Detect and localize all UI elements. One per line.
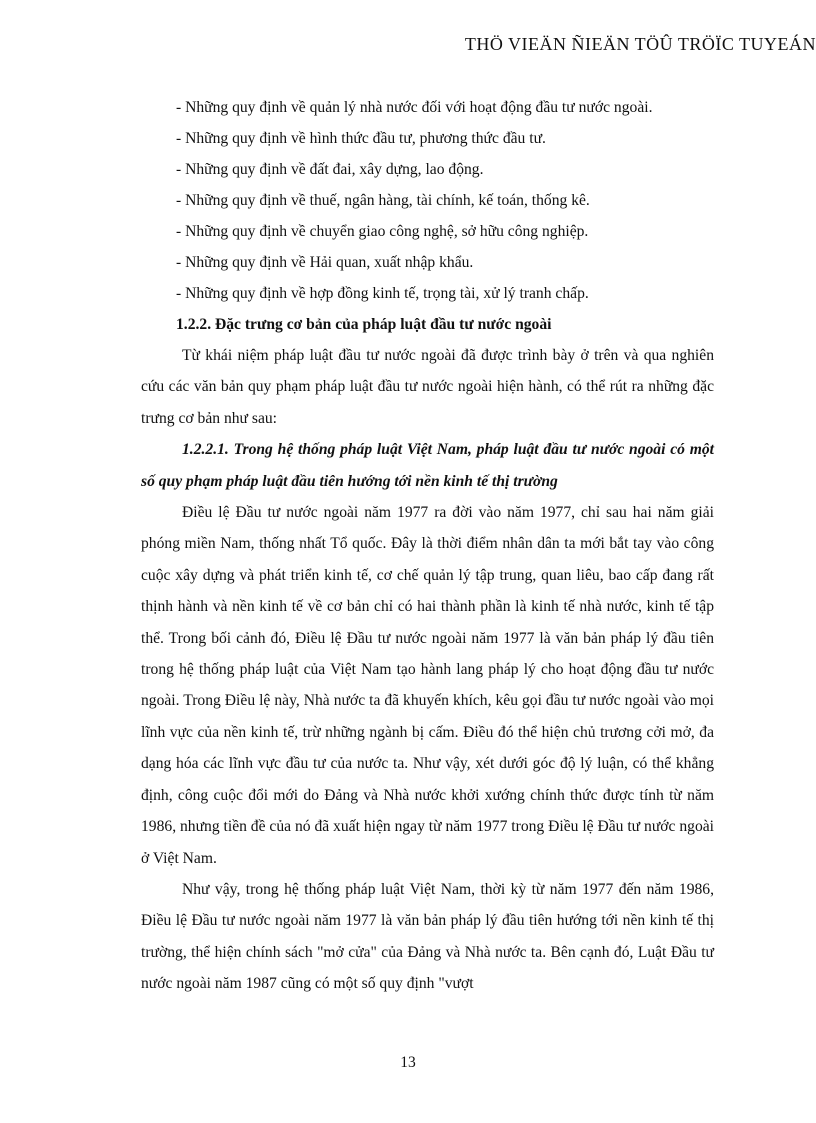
page-number: 13 [400,1054,416,1071]
list-item: - Những quy định về hợp đồng kinh tế, trọng tài, xử lý tranh chấp. [176,285,589,302]
list-item: - Những quy định về đất đai, xây dựng, lao động. [176,161,484,178]
section-heading: 1.2.2. Đặc trưng cơ bản của pháp luật đầu tư nước ngoài [176,316,552,333]
list-item: - Những quy định về Hải quan, xuất nhập khẩu. [176,254,474,271]
intro-paragraph: Từ khái niệm pháp luật đầu tư nước ngoài đã được trình bày ở trên và qua nghiên cứu các văn bản quy phạm pháp luật đầu tư nước ngoài hiện hành, có thể rút ra những đặc trưng cơ bản như sau: [141,347,714,427]
body-paragraph: Điều lệ Đầu tư nước ngoài năm 1977 ra đời vào năm 1977, chỉ sau hai năm giải phóng miền Nam, thống nhất Tổ quốc. Đây là thời điểm nhân dân ta mới bắt tay vào công cuộc xây dựng và phát triển kinh tế, cơ chế quản lý tập trung, quan liêu, bao cấp đang rất thịnh hành và nền kinh tế về cơ bản chỉ có hai thành phần là kinh tế nhà nước, kinh tế tập thể. Trong bối cảnh đó, Điều lệ Đầu tư nước ngoài năm 1977 là văn bản pháp lý đầu tiên trong hệ thống pháp luật của Việt Nam tạo hành lang pháp lý cho hoạt động đầu tư nước ngoài. Trong Điều lệ này, Nhà nước ta đã khuyến khích, kêu gọi đầu tư nước ngoài vào mọi lĩnh vực của nền kinh tế, trừ những ngành bị cấm. Điều đó thể hiện chủ trương cởi mở, đa dạng hóa các lĩnh vực đầu tư của nước ta. Như vậy, xét dưới góc độ lý luận, có thể khẳng định, công cuộc đổi mới do Đảng và Nhà nước khởi xướng chính thức được tính từ năm 1986, nhưng tiền đề của nó đã xuất hiện ngay từ năm 1977 trong Điều lệ Đầu tư nước ngoài ở Việt Nam. [141,504,714,867]
subsection-heading: 1.2.2.1. Trong hệ thống pháp luật Việt Nam, pháp luật đầu tư nước ngoài có một số quy phạm pháp luật đầu tiên hướng tới nền kinh tế thị trường [141,441,714,490]
body-paragraph: Như vậy, trong hệ thống pháp luật Việt Nam, thời kỳ từ năm 1977 đến năm 1986, Điều lệ Đầu tư nước ngoài năm 1977 là văn bản pháp lý đầu tiên hướng tới nền kinh tế thị trường, thể hiện chính sách "mở cửa" của Đảng và Nhà nước ta. Bên cạnh đó, Luật Đầu tư nước ngoài năm 1987 cũng có một số quy định "vượt [141,880,714,993]
list-item: - Những quy định về quản lý nhà nước đối với hoạt động đầu tư nước ngoài. [176,99,653,116]
list-item: - Những quy định về chuyển giao công nghệ, sở hữu công nghiệp. [176,223,589,240]
list-item: - Những quy định về thuế, ngân hàng, tài chính, kế toán, thống kê. [176,192,590,209]
page-body [141,92,714,1000]
list-item: - Những quy định về hình thức đầu tư, phương thức đầu tư. [176,130,546,147]
page-header: THÖ VIEÄN ÑIEÄN TÖÛ TRÖÏC TUYEÁN [464,34,816,54]
